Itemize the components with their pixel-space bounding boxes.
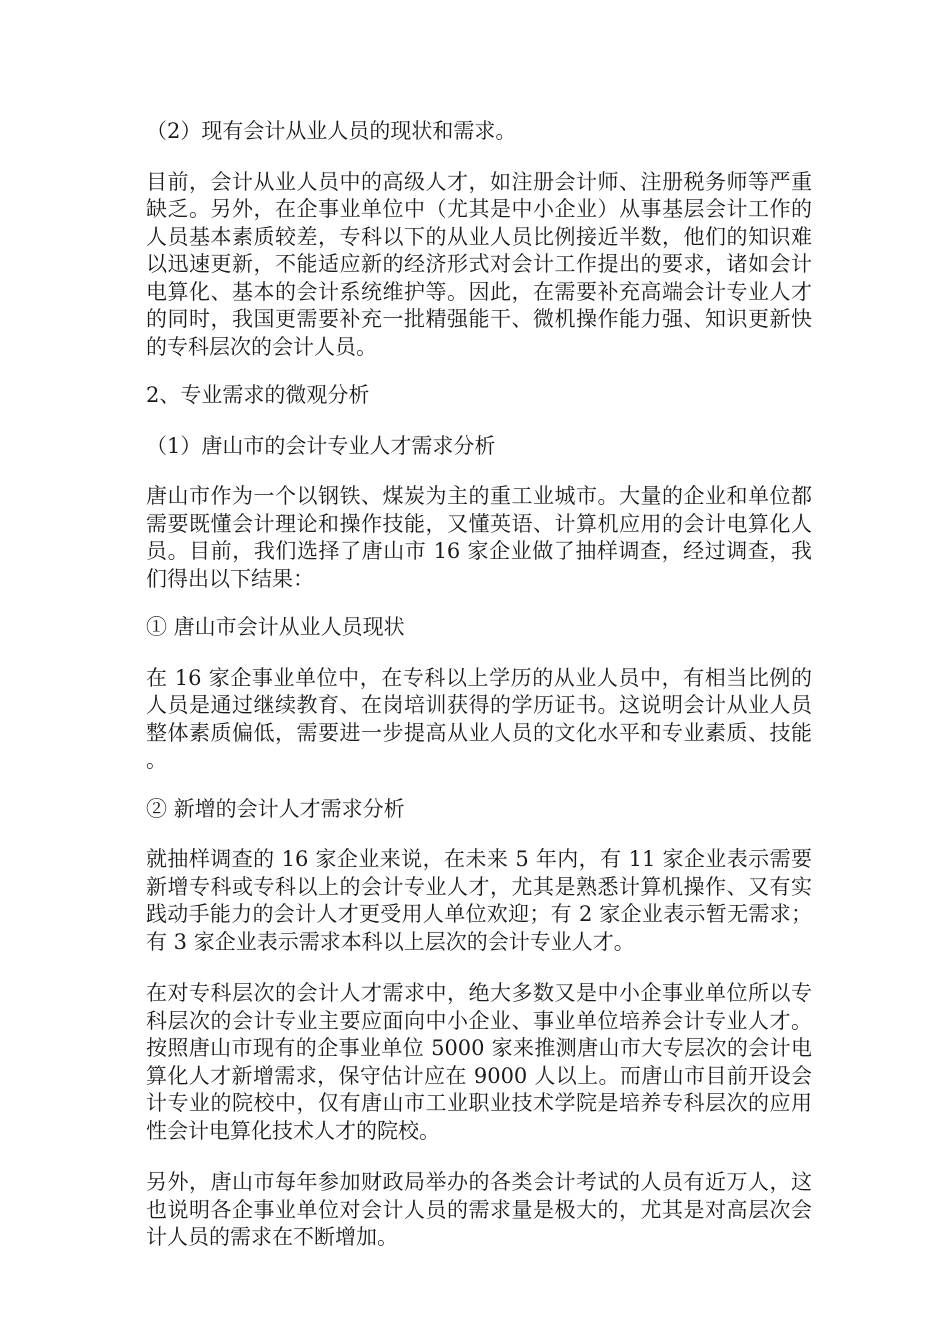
section-heading-existing-staff: （2）现有会计从业人员的现状和需求。 bbox=[146, 119, 517, 143]
section-heading-new-demand: ② 新增的会计人才需求分析 bbox=[146, 796, 405, 821]
paragraph-exam-participants: 另外，唐山市每年参加财政局举办的各类会计考试的人员有近万人，这也说明各企事业单位对会计人员的需求量是极大的，尤其是对高层次会计人员的需求在不断增加。 bbox=[146, 1170, 812, 1249]
document-body bbox=[146, 118, 812, 1275]
paragraph-tangshan-intro: 唐山市作为一个以钢铁、煤炭为主的重工业城市。大量的企业和单位都需要既懂会计理论和操作技能，又懂英语、计算机应用的会计电算化人员。目前，我们选择了唐山市 16 家企业做了抽样调查，经过调查，我们得出以下结果： bbox=[146, 484, 812, 591]
paragraph-specialist-demand: 在对专科层次的会计人才需求中，绝大多数又是中小企事业单位所以专科层次的会计专业主要应面向中小企业、事业单位培养会计专业人才。按照唐山市现有的企事业单位 5000 家来推测唐山市大专层次的会计电算化人才新增需求，保守估计应在 9000 人以上。而唐山市目前开设会计专业的院校中，仅有唐山市工业职业技术学院是培养专科层次的应用性会计电算化技术人才的院校。 bbox=[146, 981, 812, 1143]
section-heading-micro-analysis: 2、专业需求的微观分析 bbox=[146, 383, 370, 407]
section-heading-tangshan-demand: （1）唐山市的会计专业人才需求分析 bbox=[146, 433, 496, 458]
paragraph-staff-status: 目前，会计从业人员中的高级人才，如注册会计师、注册税务师等严重缺乏。另外，在企事业单位中（尤其是中小企业）从事基层会计工作的人员基本素质较差，专科以下的从业人员比例接近半数，他们的知识难以迅速更新，不能适应新的经济形式对会计工作提出的要求，诸如会计电算化、基本的会计系统维护等。因此，在需要补充高端会计专业人才的同时，我国更需要补充一批精强能干、微机操作能力强、知识更新快的专科层次的会计人员。 bbox=[146, 169, 812, 359]
paragraph-new-demand: 就抽样调查的 16 家企业来说，在未来 5 年内，有 11 家企业表示需要新增专科或专科以上的会计专业人才，尤其是熟悉计算机操作、又有实践动手能力的会计人才更受用人单位欢迎；有 2 家企业表示暂无需求；有 3 家企业表示需求本科以上层次的会计专业人才。 bbox=[146, 847, 812, 954]
paragraph-tangshan-status: 在 16 家企事业单位中，在专科以上学历的从业人员中，有相当比例的人员是通过继续教育、在岗培训获得的学历证书。这说明会计从业人员整体素质偏低，需要进一步提高从业人员的文化水平和专业素质、技能。 bbox=[146, 665, 812, 772]
section-heading-tangshan-status: ① 唐山市会计从业人员现状 bbox=[146, 615, 405, 639]
